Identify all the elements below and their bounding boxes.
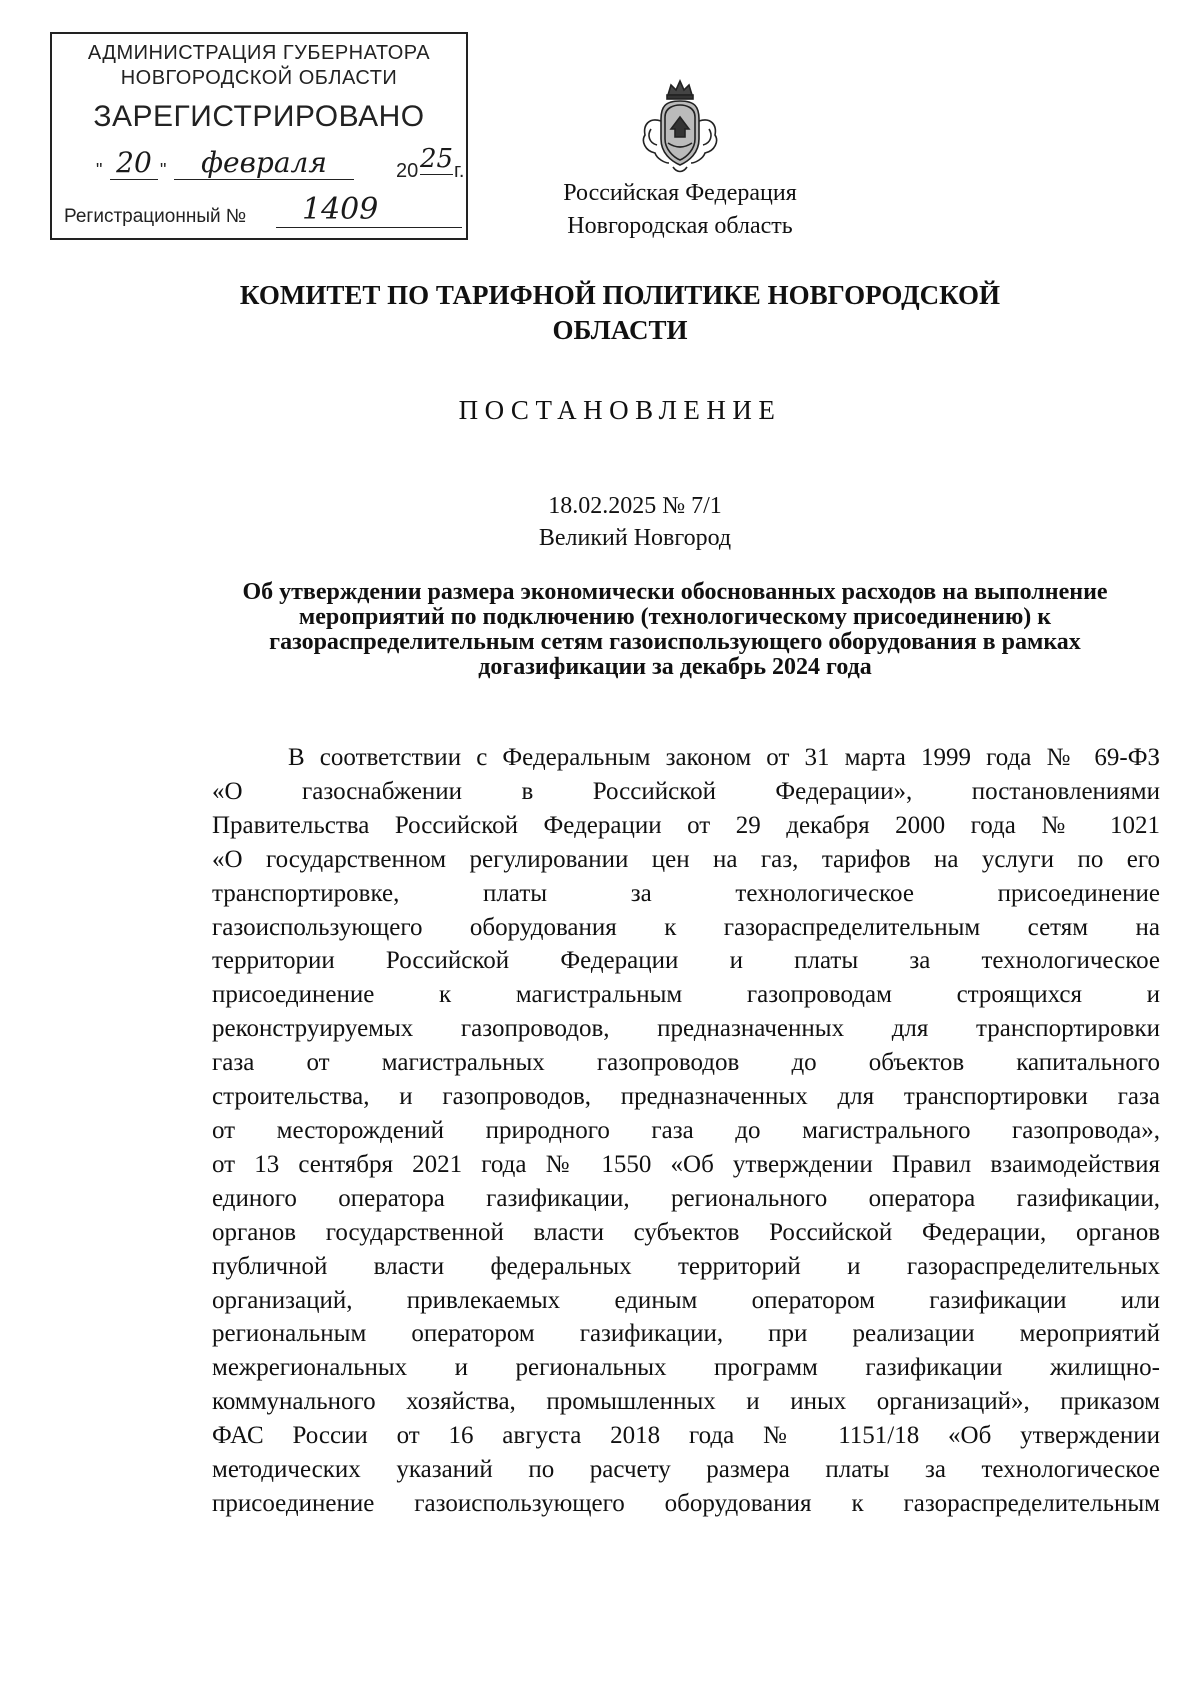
stamp-number-value: 1409 [276,192,462,228]
body-line: «О газоснабжении в Российской Федерации», постановлениями [212,777,1160,805]
stamp-administration-line: АДМИНИСТРАЦИЯ ГУБЕРНАТОРА [87,42,431,64]
body-line: организаций, привлекаемых единым оператором газификации или [212,1286,1160,1314]
stamp-number-label: Регистрационный № [64,206,247,227]
body-line: от месторождений природного газа до магистрального газопровода», [212,1116,1160,1144]
body-line: территории Российской Федерации и платы за технологическое [212,947,1160,975]
body-line: транспортировке, платы за технологическое присоединение [212,879,1160,907]
body-line: газа от магистральных газопроводов до объектов капитального [212,1049,1160,1077]
stamp-date-year-prefix: 20 [396,160,419,182]
stamp-date-month: февраля [174,146,354,180]
body-line: межрегиональных и региональных программ газификации жилищно- [212,1354,1160,1382]
body-line: Правительства Российской Федерации от 29 декабря 2000 года № 1021 [212,811,1160,839]
country-name: Российская Федерация [563,180,797,206]
document-body [212,741,1160,1521]
body-line: газоиспользующего оборудования к газораспределительным сетям на [212,913,1160,941]
stamp-region-line: НОВГОРОДСКОЙ ОБЛАСТИ [120,67,398,89]
document-date-number: 18.02.2025 № 7/1 [548,493,722,519]
body-line: коммунального хозяйства, промышленных и иных организаций», приказом [212,1388,1160,1416]
stamp-date-year-suffix: г. [454,160,465,182]
document-title: Об утверждении размера экономически обоснованных расходов на выполнение мероприятий по подключению (технологическому присоединению) к газораспределительным сетям газоиспользующего оборудования в рамках догазификации за декабрь 2024 года [242,579,1108,680]
body-line: публичной власти федеральных территорий и газораспределительных [212,1252,1160,1280]
body-line: методических указаний по расчету размера платы за технологическое [212,1456,1160,1484]
coat-of-arms-icon [635,77,725,177]
stamp-date-day: 20 [110,146,158,180]
stamp-date [82,146,466,186]
stamp-registration-number [64,192,464,234]
document-type: ПОСТАНОВЛЕНИЕ [458,395,782,425]
committee-name: КОМИТЕТ ПО ТАРИФНОЙ ПОЛИТИКЕ НОВГОРОДСКОЙ ОБЛАСТИ [239,280,1001,345]
body-line: В соответствии с Федеральным законом от 31 марта 1999 года № 69-ФЗ [288,744,1160,771]
body-line: региональным оператором газификации, при реализации мероприятий [212,1320,1160,1348]
body-line: присоединение к магистральным газопроводам строящихся и [212,981,1160,1009]
body-line: от 13 сентября 2021 года № 1550 «Об утверждении Правил взаимодействия [212,1150,1160,1178]
stamp-date-year: 25 [420,144,454,174]
body-line: «О государственном регулировании цен на газ, тарифов на услуги по его [212,845,1160,873]
body-line: присоединение газоиспользующего оборудования к газораспределительным [212,1489,1160,1517]
body-line: единого оператора газификации, регионального оператора газификации, [212,1184,1160,1212]
region-name: Новгородская область [567,213,793,239]
body-line: строительства, и газопроводов, предназначенных для транспортировки газа [212,1083,1160,1111]
stamp-registered-label: ЗАРЕГИСТРИРОВАНО [93,100,425,133]
body-line: органов государственной власти субъектов Российской Федерации, органов [212,1218,1160,1246]
registration-stamp [50,32,468,240]
document-city: Великий Новгород [538,525,732,551]
body-line: ФАС России от 16 августа 2018 года № 1151/18 «Об утверждении [212,1422,1160,1450]
body-line: реконструируемых газопроводов, предназначенных для транспортировки [212,1015,1160,1043]
stamp-date-close-quote: " [160,160,167,180]
stamp-date-open-quote: " [96,160,103,180]
